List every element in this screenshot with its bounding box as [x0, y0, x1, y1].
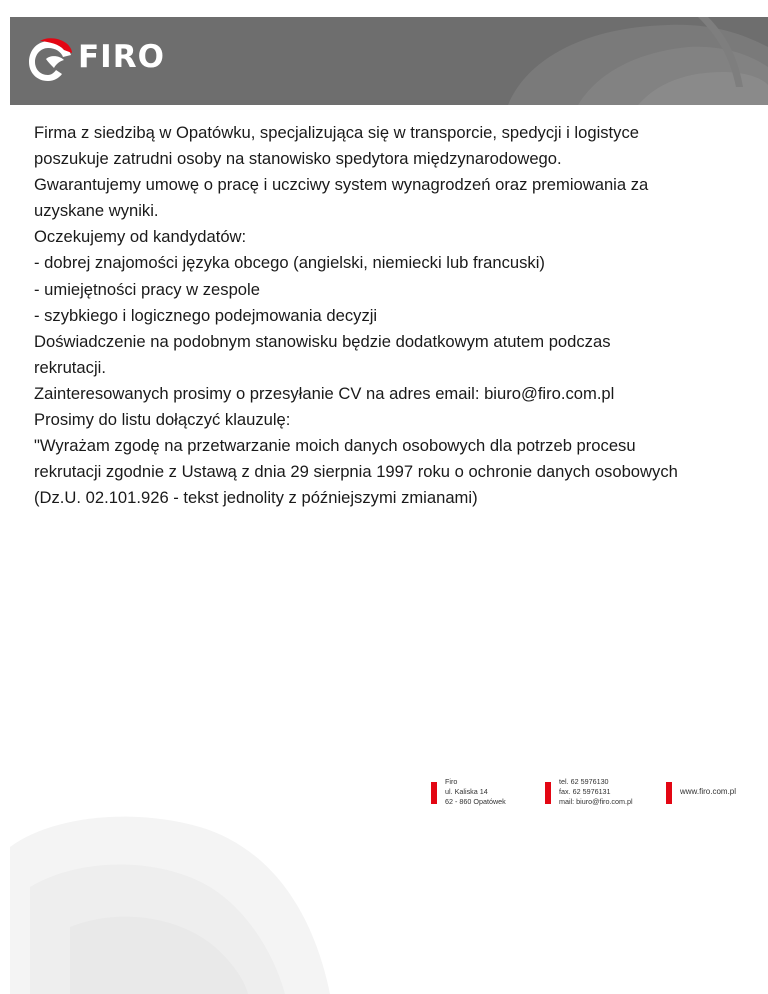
eagle-logo-icon — [26, 37, 74, 85]
letterhead-header — [10, 17, 768, 105]
logo-wordmark: FIRO — [78, 39, 165, 75]
body-line: Prosimy do listu dołączyć klauzulę: — [34, 410, 291, 430]
footer-website: www.firo.com.pl — [680, 787, 737, 796]
body-line: - szybkiego i logicznego podejmowania decyzji — [34, 305, 378, 325]
body-line: uzyskane wyniki. — [34, 201, 159, 221]
eagle-watermark-icon — [468, 17, 768, 105]
body-line: poszukuje zatrudni osoby na stanowisko spedytora międzynarodowego. — [34, 149, 562, 169]
body-line: rekrutacji. — [34, 357, 106, 377]
body-line: - dobrej znajomości języka obcego (angielski, niemiecki lub francuski) — [34, 253, 545, 273]
footer-contact-line: mail: biuro@firo.com.pl — [559, 797, 633, 806]
body-line: rekrutacji zgodnie z Ustawą z dnia 29 sierpnia 1997 roku o ochronie danych osobowych — [34, 462, 678, 482]
firo-logo — [26, 37, 176, 87]
footer-red-bar — [431, 782, 437, 804]
eagle-footer-watermark-icon — [10, 807, 330, 994]
footer-contact-line: tel. 62 5976130 — [559, 777, 609, 786]
body-line: Firma z siedzibą w Opatówku, specjalizująca się w transporcie, spedycji i logistyce — [34, 123, 639, 142]
footer-red-bar — [666, 782, 672, 804]
body-line: Gwarantujemy umowę o pracę i uczciwy system wynagrodzeń oraz premiowania za — [34, 175, 649, 195]
footer-address-line: ul. Kaliska 14 — [445, 787, 488, 796]
footer-address-line: 62 - 860 Opatówek — [445, 797, 506, 806]
body-line: Doświadczenie na podobnym stanowisku będzie dodatkowym atutem podczas — [34, 331, 611, 351]
job-offer-text — [34, 120, 768, 511]
body-line: - umiejętności pracy w zespole — [34, 279, 260, 299]
footer-address-line: Firo — [445, 777, 458, 786]
footer-red-bar — [545, 782, 551, 804]
footer-contact-line: fax. 62 5976131 — [559, 787, 611, 796]
body-line: Oczekujemy od kandydatów: — [34, 227, 247, 247]
body-line: "Wyrażam zgodę na przetwarzanie moich danych osobowych dla potrzeb procesu — [34, 436, 636, 456]
body-line: Zainteresowanych prosimy o przesyłanie CV na adres email: biuro@firo.com.pl — [34, 383, 615, 403]
body-line: (Dz.U. 02.101.926 - tekst jednolity z późniejszymi zmianami) — [34, 488, 478, 508]
document-page — [10, 17, 768, 994]
